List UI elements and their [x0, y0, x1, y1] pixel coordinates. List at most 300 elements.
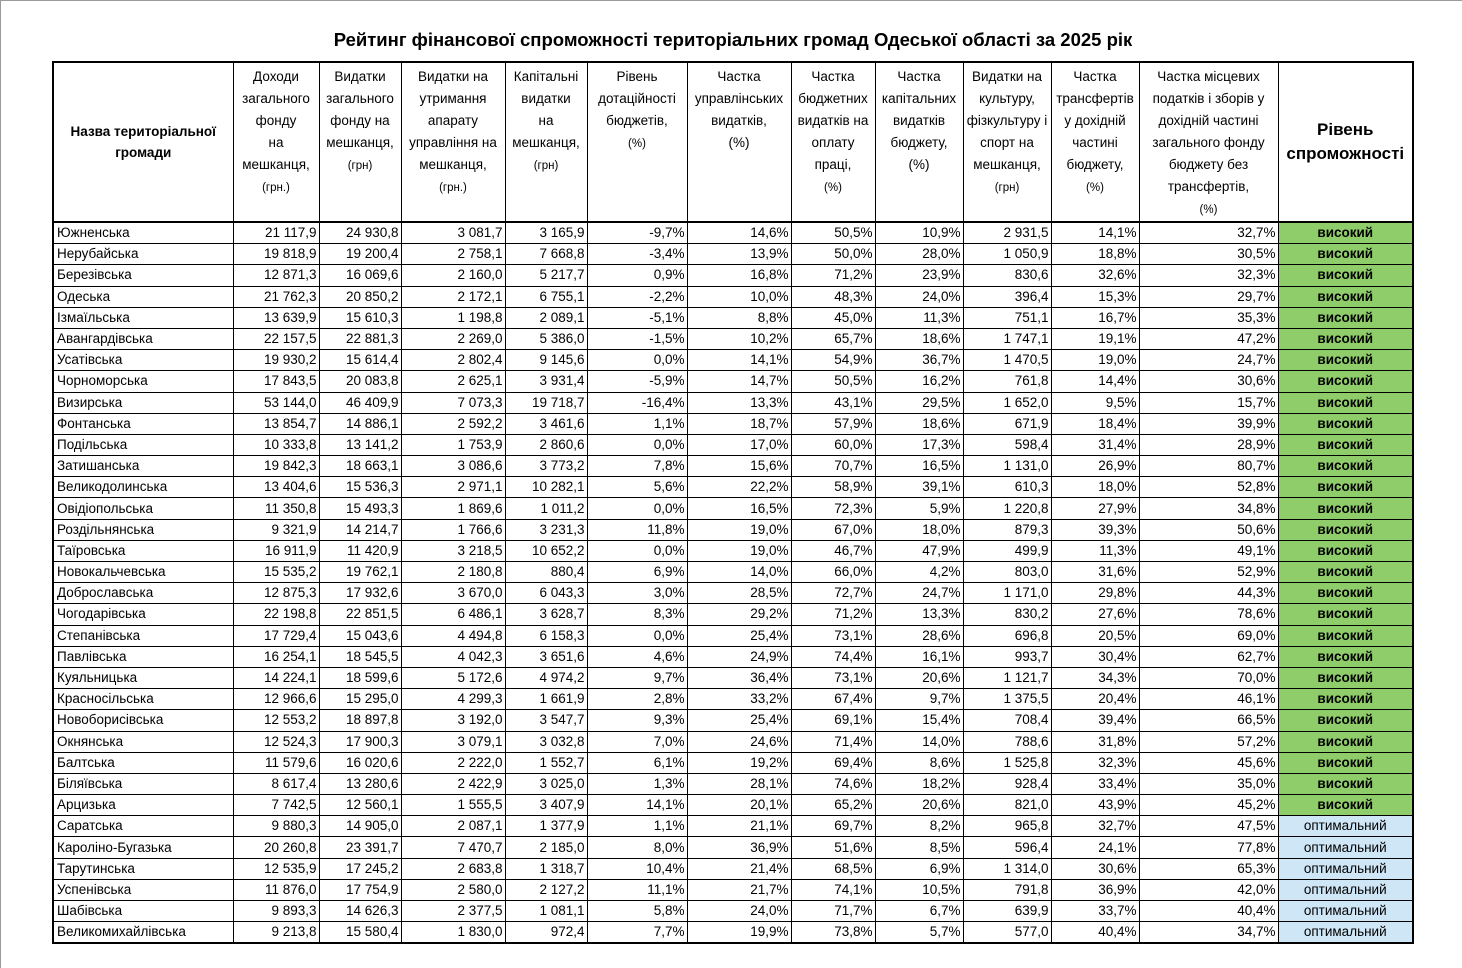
- community-name-cell: Ізмаїльська: [53, 307, 233, 328]
- value-cell: 19 200,4: [319, 244, 401, 265]
- value-cell: 577,0: [963, 922, 1051, 944]
- capacity-level-badge: високий: [1278, 731, 1413, 752]
- value-cell: 17 932,6: [319, 583, 401, 604]
- value-cell: 3,0%: [587, 583, 687, 604]
- capacity-level-badge: високий: [1278, 667, 1413, 688]
- community-name-cell: Роздільнянська: [53, 519, 233, 540]
- column-header: [687, 62, 791, 222]
- capacity-level-badge: високий: [1278, 795, 1413, 816]
- value-cell: 50,6%: [1139, 519, 1278, 540]
- value-cell: 44,3%: [1139, 583, 1278, 604]
- value-cell: 8,3%: [587, 604, 687, 625]
- value-cell: 9,5%: [1051, 392, 1139, 413]
- value-cell: 1 470,5: [963, 350, 1051, 371]
- value-cell: 12 875,3: [233, 583, 319, 604]
- value-cell: 15 295,0: [319, 689, 401, 710]
- value-cell: 21,1%: [687, 816, 791, 837]
- table-row: [53, 731, 1413, 752]
- table-row: [53, 371, 1413, 392]
- value-cell: 12 560,1: [319, 795, 401, 816]
- value-cell: 14 626,3: [319, 901, 401, 922]
- value-cell: 9 145,6: [505, 350, 587, 371]
- value-cell: 3 192,0: [401, 710, 505, 731]
- table-row: [53, 816, 1413, 837]
- value-cell: 1 652,0: [963, 392, 1051, 413]
- value-cell: 46,1%: [1139, 689, 1278, 710]
- value-cell: 13 280,6: [319, 773, 401, 794]
- value-cell: 10,9%: [875, 222, 963, 244]
- value-cell: 18 599,6: [319, 667, 401, 688]
- value-cell: 21 117,9: [233, 222, 319, 244]
- community-name-cell: Біляївська: [53, 773, 233, 794]
- value-cell: -1,5%: [587, 328, 687, 349]
- value-cell: 18,4%: [1051, 413, 1139, 434]
- value-cell: 19 718,7: [505, 392, 587, 413]
- value-cell: 2 971,1: [401, 477, 505, 498]
- capacity-level-badge: високий: [1278, 413, 1413, 434]
- value-cell: 13,9%: [687, 244, 791, 265]
- value-cell: 49,1%: [1139, 540, 1278, 561]
- value-cell: 70,0%: [1139, 667, 1278, 688]
- value-cell: 1 131,0: [963, 456, 1051, 477]
- value-cell: 39,3%: [1051, 519, 1139, 540]
- column-header: [505, 62, 587, 222]
- column-header-unit: (%): [1199, 204, 1218, 216]
- value-cell: 30,5%: [1139, 244, 1278, 265]
- community-name-cell: Тарутинська: [53, 858, 233, 879]
- table-row: [53, 858, 1413, 879]
- value-cell: 9 880,3: [233, 816, 319, 837]
- value-cell: 13 639,9: [233, 307, 319, 328]
- value-cell: 11,3%: [1051, 540, 1139, 561]
- column-header-label: Видатки загального фонду на мешканця,: [326, 69, 394, 150]
- value-cell: 65,3%: [1139, 858, 1278, 879]
- value-cell: 70,7%: [791, 456, 875, 477]
- value-cell: 18 897,8: [319, 710, 401, 731]
- value-cell: 2 422,9: [401, 773, 505, 794]
- value-cell: 396,4: [963, 286, 1051, 307]
- value-cell: 3 025,0: [505, 773, 587, 794]
- value-cell: 43,1%: [791, 392, 875, 413]
- value-cell: 2 089,1: [505, 307, 587, 328]
- value-cell: 20,1%: [687, 795, 791, 816]
- value-cell: 16 069,6: [319, 265, 401, 286]
- value-cell: 2 087,1: [401, 816, 505, 837]
- value-cell: 17 843,5: [233, 371, 319, 392]
- value-cell: 13 141,2: [319, 434, 401, 455]
- column-header-unit: (%): [824, 182, 842, 194]
- value-cell: 1 753,9: [401, 434, 505, 455]
- value-cell: 1 011,2: [505, 498, 587, 519]
- value-cell: 7 742,5: [233, 795, 319, 816]
- value-cell: 8,2%: [875, 816, 963, 837]
- value-cell: 0,0%: [587, 434, 687, 455]
- value-cell: 6 043,3: [505, 583, 587, 604]
- value-cell: 27,6%: [1051, 604, 1139, 625]
- value-cell: 12 553,2: [233, 710, 319, 731]
- capacity-level-badge: високий: [1278, 456, 1413, 477]
- value-cell: 1 525,8: [963, 752, 1051, 773]
- community-name-cell: Фонтанська: [53, 413, 233, 434]
- table-row: [53, 625, 1413, 646]
- value-cell: 6,9%: [875, 858, 963, 879]
- capacity-level-badge: високий: [1278, 286, 1413, 307]
- value-cell: 22 881,3: [319, 328, 401, 349]
- value-cell: 23 391,7: [319, 837, 401, 858]
- value-cell: 20,4%: [1051, 689, 1139, 710]
- value-cell: 12 966,6: [233, 689, 319, 710]
- value-cell: 20 850,2: [319, 286, 401, 307]
- value-cell: 25,4%: [687, 625, 791, 646]
- value-cell: 19,0%: [687, 519, 791, 540]
- table-row: [53, 583, 1413, 604]
- table-body: [53, 222, 1413, 943]
- value-cell: 19 818,9: [233, 244, 319, 265]
- capacity-level-badge: високий: [1278, 689, 1413, 710]
- value-cell: 11,3%: [875, 307, 963, 328]
- value-cell: 15 493,3: [319, 498, 401, 519]
- value-cell: 48,3%: [791, 286, 875, 307]
- capacity-level-badge: високий: [1278, 307, 1413, 328]
- value-cell: 708,4: [963, 710, 1051, 731]
- value-cell: 31,6%: [1051, 562, 1139, 583]
- column-header: [1051, 62, 1139, 222]
- value-cell: 1 171,0: [963, 583, 1051, 604]
- value-cell: 1,1%: [587, 816, 687, 837]
- value-cell: 30,4%: [1051, 646, 1139, 667]
- capacity-level-badge: високий: [1278, 265, 1413, 286]
- value-cell: 639,9: [963, 901, 1051, 922]
- value-cell: 32,3%: [1139, 265, 1278, 286]
- community-name-cell: Новокальчевська: [53, 562, 233, 583]
- value-cell: 12 535,9: [233, 858, 319, 879]
- value-cell: 36,9%: [687, 837, 791, 858]
- value-cell: 69,4%: [791, 752, 875, 773]
- value-cell: 2 580,0: [401, 879, 505, 900]
- value-cell: 57,2%: [1139, 731, 1278, 752]
- column-header-unit: (грн): [994, 182, 1020, 194]
- table-row: [53, 392, 1413, 413]
- column-header-unit: (грн): [347, 160, 373, 172]
- value-cell: 47,2%: [1139, 328, 1278, 349]
- table-row: [53, 837, 1413, 858]
- value-cell: 13 404,6: [233, 477, 319, 498]
- value-cell: 1 375,5: [963, 689, 1051, 710]
- value-cell: 24,7%: [875, 583, 963, 604]
- column-header-unit: (грн.): [262, 182, 290, 194]
- value-cell: 29,2%: [687, 604, 791, 625]
- value-cell: 879,3: [963, 519, 1051, 540]
- value-cell: 6,1%: [587, 752, 687, 773]
- value-cell: 67,0%: [791, 519, 875, 540]
- table-row: [53, 540, 1413, 561]
- value-cell: 3 670,0: [401, 583, 505, 604]
- value-cell: 58,9%: [791, 477, 875, 498]
- value-cell: 34,3%: [1051, 667, 1139, 688]
- value-cell: 34,7%: [1139, 922, 1278, 944]
- column-header-label: Капітальні видатки на мешканця,: [512, 69, 580, 150]
- value-cell: 0,9%: [587, 265, 687, 286]
- value-cell: 42,0%: [1139, 879, 1278, 900]
- value-cell: 3 407,9: [505, 795, 587, 816]
- value-cell: 60,0%: [791, 434, 875, 455]
- value-cell: 15,4%: [875, 710, 963, 731]
- value-cell: 1 830,0: [401, 922, 505, 944]
- column-header: [1139, 62, 1278, 222]
- value-cell: 73,1%: [791, 667, 875, 688]
- value-cell: -16,4%: [587, 392, 687, 413]
- value-cell: 14,6%: [687, 222, 791, 244]
- value-cell: 3 165,9: [505, 222, 587, 244]
- value-cell: 17 754,9: [319, 879, 401, 900]
- value-cell: 499,9: [963, 540, 1051, 561]
- community-name-cell: Таїровська: [53, 540, 233, 561]
- value-cell: -2,2%: [587, 286, 687, 307]
- value-cell: 39,4%: [1051, 710, 1139, 731]
- value-cell: 6,9%: [587, 562, 687, 583]
- capacity-level-badge: оптимальний: [1278, 879, 1413, 900]
- value-cell: 830,6: [963, 265, 1051, 286]
- value-cell: 7 470,7: [401, 837, 505, 858]
- value-cell: 18,6%: [875, 413, 963, 434]
- value-cell: 20 083,8: [319, 371, 401, 392]
- value-cell: 2 172,1: [401, 286, 505, 307]
- value-cell: 1 869,6: [401, 498, 505, 519]
- value-cell: 15 536,3: [319, 477, 401, 498]
- value-cell: 65,7%: [791, 328, 875, 349]
- value-cell: 15 535,2: [233, 562, 319, 583]
- value-cell: 32,7%: [1139, 222, 1278, 244]
- value-cell: 32,7%: [1051, 816, 1139, 837]
- value-cell: 3 231,3: [505, 519, 587, 540]
- community-name-cell: Балтська: [53, 752, 233, 773]
- value-cell: 2 931,5: [963, 222, 1051, 244]
- value-cell: 9 321,9: [233, 519, 319, 540]
- table-row: [53, 222, 1413, 244]
- community-name-cell: Авангардівська: [53, 328, 233, 349]
- value-cell: 10 333,8: [233, 434, 319, 455]
- window-edge-left: [0, 0, 1, 968]
- value-cell: 7 668,8: [505, 244, 587, 265]
- capacity-level-badge: високий: [1278, 222, 1413, 244]
- value-cell: 28,6%: [875, 625, 963, 646]
- value-cell: 1 555,5: [401, 795, 505, 816]
- value-cell: 20,5%: [1051, 625, 1139, 646]
- value-cell: 2 269,0: [401, 328, 505, 349]
- value-cell: 39,1%: [875, 477, 963, 498]
- capacity-level-badge: високий: [1278, 350, 1413, 371]
- value-cell: 74,6%: [791, 773, 875, 794]
- value-cell: 5,6%: [587, 477, 687, 498]
- value-cell: 17 900,3: [319, 731, 401, 752]
- capacity-level-badge: оптимальний: [1278, 858, 1413, 879]
- value-cell: 19 930,2: [233, 350, 319, 371]
- value-cell: 24,9%: [687, 646, 791, 667]
- value-cell: 74,1%: [791, 879, 875, 900]
- table-row: [53, 498, 1413, 519]
- value-cell: 27,9%: [1051, 498, 1139, 519]
- value-cell: 51,6%: [791, 837, 875, 858]
- column-header: [319, 62, 401, 222]
- capacity-level-badge: високий: [1278, 752, 1413, 773]
- value-cell: 598,4: [963, 434, 1051, 455]
- capacity-level-badge: оптимальний: [1278, 816, 1413, 837]
- community-name-cell: Саратська: [53, 816, 233, 837]
- community-name-cell: Усатівська: [53, 350, 233, 371]
- value-cell: 19,1%: [1051, 328, 1139, 349]
- value-cell: 15 580,4: [319, 922, 401, 944]
- value-cell: -9,7%: [587, 222, 687, 244]
- capacity-level-badge: високий: [1278, 604, 1413, 625]
- value-cell: 53 144,0: [233, 392, 319, 413]
- value-cell: 2,8%: [587, 689, 687, 710]
- value-cell: 830,2: [963, 604, 1051, 625]
- value-cell: 69,1%: [791, 710, 875, 731]
- value-cell: 821,0: [963, 795, 1051, 816]
- value-cell: 15,6%: [687, 456, 791, 477]
- column-header-label: Доходи загального фонду на мешканця,: [242, 69, 310, 172]
- value-cell: 24 930,8: [319, 222, 401, 244]
- value-cell: 16,5%: [875, 456, 963, 477]
- value-cell: 19,2%: [687, 752, 791, 773]
- value-cell: 72,7%: [791, 583, 875, 604]
- value-cell: 10,0%: [687, 286, 791, 307]
- value-cell: 50,0%: [791, 244, 875, 265]
- value-cell: 16,5%: [687, 498, 791, 519]
- value-cell: 3 081,7: [401, 222, 505, 244]
- value-cell: 21 762,3: [233, 286, 319, 307]
- value-cell: 9 213,8: [233, 922, 319, 944]
- value-cell: 14,4%: [1051, 371, 1139, 392]
- value-cell: 16,8%: [687, 265, 791, 286]
- value-cell: 9,3%: [587, 710, 687, 731]
- value-cell: 14,0%: [875, 731, 963, 752]
- value-cell: 45,2%: [1139, 795, 1278, 816]
- value-cell: 40,4%: [1139, 901, 1278, 922]
- community-name-cell: Великодолинська: [53, 477, 233, 498]
- value-cell: 1 747,1: [963, 328, 1051, 349]
- column-header-unit: (грн): [533, 160, 559, 172]
- value-cell: 9,7%: [875, 689, 963, 710]
- value-cell: 57,9%: [791, 413, 875, 434]
- community-name-cell: Красносільська: [53, 689, 233, 710]
- value-cell: 73,8%: [791, 922, 875, 944]
- value-cell: 6 755,1: [505, 286, 587, 307]
- value-cell: 17,0%: [687, 434, 791, 455]
- value-cell: 13,3%: [687, 392, 791, 413]
- value-cell: 3 032,8: [505, 731, 587, 752]
- value-cell: 32,3%: [1051, 752, 1139, 773]
- value-cell: 46,7%: [791, 540, 875, 561]
- value-cell: 11 876,0: [233, 879, 319, 900]
- value-cell: 19,0%: [687, 540, 791, 561]
- value-cell: 16,2%: [875, 371, 963, 392]
- value-cell: 14 224,1: [233, 667, 319, 688]
- value-cell: 0,0%: [587, 625, 687, 646]
- value-cell: 15 043,6: [319, 625, 401, 646]
- value-cell: 1 121,7: [963, 667, 1051, 688]
- value-cell: 4 974,2: [505, 667, 587, 688]
- value-cell: 69,7%: [791, 816, 875, 837]
- community-name-cell: Чогодарівська: [53, 604, 233, 625]
- value-cell: 9 893,3: [233, 901, 319, 922]
- value-cell: 20,6%: [875, 795, 963, 816]
- community-name-cell: Успенівська: [53, 879, 233, 900]
- value-cell: 17 729,4: [233, 625, 319, 646]
- value-cell: 32,6%: [1051, 265, 1139, 286]
- value-cell: 993,7: [963, 646, 1051, 667]
- value-cell: 20,6%: [875, 667, 963, 688]
- value-cell: 14 905,0: [319, 816, 401, 837]
- value-cell: 7 073,3: [401, 392, 505, 413]
- column-header-label: Назва територіальної громади: [70, 124, 216, 160]
- value-cell: 4,6%: [587, 646, 687, 667]
- value-cell: 68,5%: [791, 858, 875, 879]
- value-cell: 71,4%: [791, 731, 875, 752]
- value-cell: 28,0%: [875, 244, 963, 265]
- value-cell: 24,0%: [687, 901, 791, 922]
- value-cell: 24,6%: [687, 731, 791, 752]
- table-row: [53, 752, 1413, 773]
- value-cell: 2 625,1: [401, 371, 505, 392]
- table-row: [53, 413, 1413, 434]
- value-cell: 65,2%: [791, 795, 875, 816]
- value-cell: 14 214,7: [319, 519, 401, 540]
- value-cell: 972,4: [505, 922, 587, 944]
- value-cell: 18,8%: [1051, 244, 1139, 265]
- column-header: [53, 62, 233, 222]
- value-cell: 33,4%: [1051, 773, 1139, 794]
- table-row: [53, 879, 1413, 900]
- value-cell: 3 079,1: [401, 731, 505, 752]
- capacity-level-badge: високий: [1278, 498, 1413, 519]
- capacity-level-badge: високий: [1278, 392, 1413, 413]
- value-cell: 5 386,0: [505, 328, 587, 349]
- value-cell: 751,1: [963, 307, 1051, 328]
- value-cell: 1 318,7: [505, 858, 587, 879]
- value-cell: 4 494,8: [401, 625, 505, 646]
- column-header-label: Частка бюджетних видатків на оплату праці,: [797, 69, 869, 172]
- table-row: [53, 350, 1413, 371]
- value-cell: 17 245,2: [319, 858, 401, 879]
- value-cell: 7,0%: [587, 731, 687, 752]
- value-cell: 4,2%: [875, 562, 963, 583]
- value-cell: 8,8%: [687, 307, 791, 328]
- value-cell: 45,6%: [1139, 752, 1278, 773]
- value-cell: 47,5%: [1139, 816, 1278, 837]
- value-cell: 16 254,1: [233, 646, 319, 667]
- value-cell: -3,4%: [587, 244, 687, 265]
- capacity-level-badge: високий: [1278, 625, 1413, 646]
- value-cell: 14,1%: [587, 795, 687, 816]
- community-name-cell: Павлівська: [53, 646, 233, 667]
- table-row: [53, 286, 1413, 307]
- value-cell: 1 050,9: [963, 244, 1051, 265]
- value-cell: 10 282,1: [505, 477, 587, 498]
- value-cell: 7,7%: [587, 922, 687, 944]
- value-cell: 11 350,8: [233, 498, 319, 519]
- value-cell: -5,1%: [587, 307, 687, 328]
- value-cell: 22 198,8: [233, 604, 319, 625]
- community-name-cell: Новоборисівська: [53, 710, 233, 731]
- value-cell: 10,5%: [875, 879, 963, 900]
- value-cell: 52,9%: [1139, 562, 1278, 583]
- value-cell: 803,0: [963, 562, 1051, 583]
- value-cell: 80,7%: [1139, 456, 1278, 477]
- value-cell: 14,7%: [687, 371, 791, 392]
- column-header: [875, 62, 963, 222]
- value-cell: 45,0%: [791, 307, 875, 328]
